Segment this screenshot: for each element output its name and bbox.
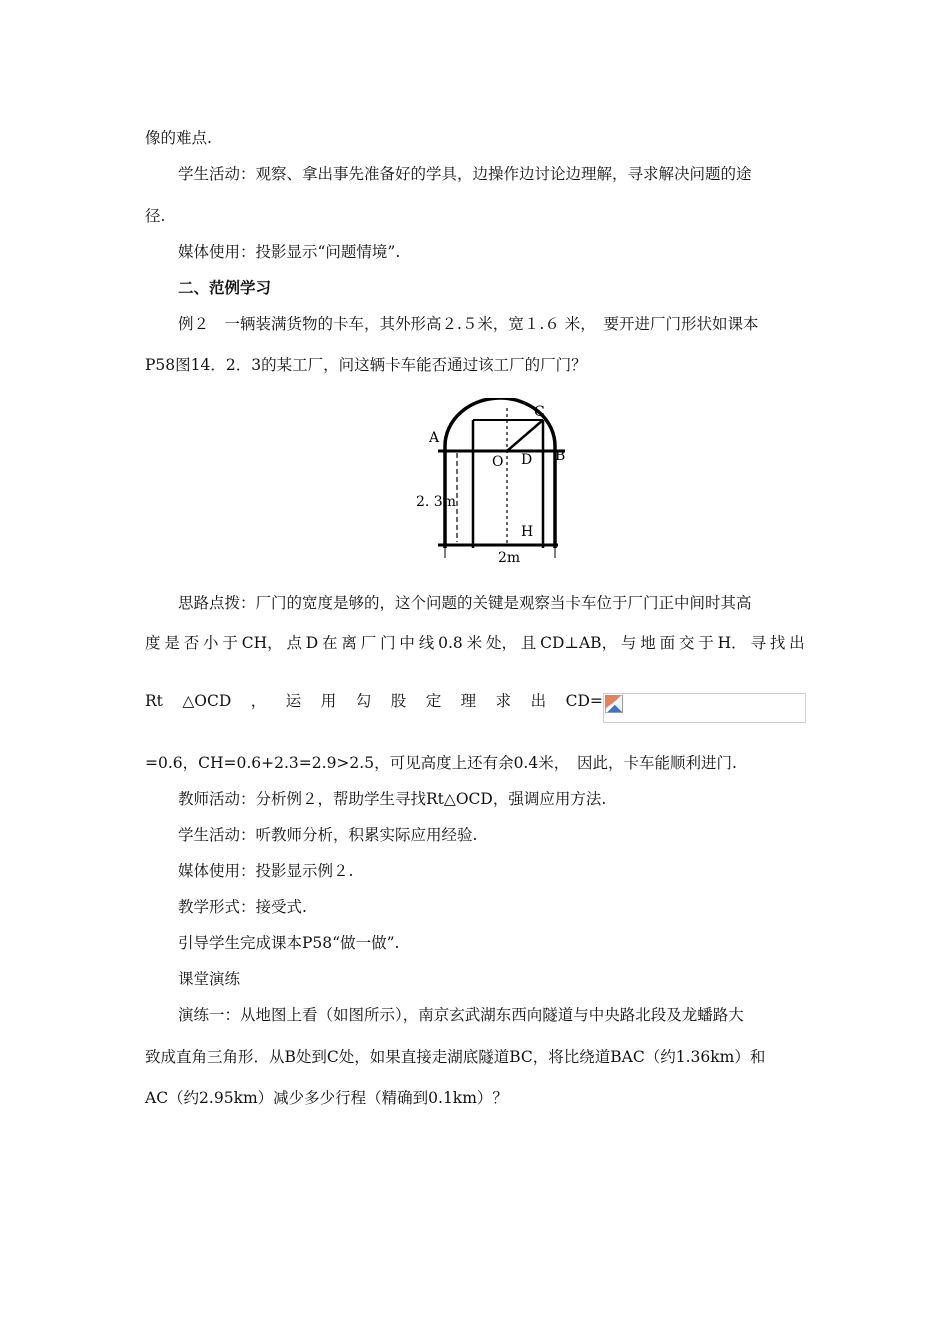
label-b: B <box>555 448 566 464</box>
word: 出 <box>789 634 805 652</box>
word: 勾 <box>355 692 372 710</box>
word: D <box>305 634 319 652</box>
text-line: AC（约2.95km）减少多少行程（精确到0.1km）？ <box>145 1089 508 1107</box>
word: CH， <box>241 634 283 652</box>
justified-line <box>145 633 805 653</box>
text-line: 思路点拨：厂门的宽度是够的，这个问题的关键是观察当卡车位于厂门正中间时其高 <box>178 594 752 612</box>
word: 且 <box>520 634 537 652</box>
word: 否 <box>183 634 200 652</box>
text-line: 教师活动：分析例２，帮助学生寻找Rt△OCD，强调应用方法. <box>178 790 607 808</box>
word: H． <box>717 634 747 652</box>
broken-image-icon <box>604 694 624 714</box>
word: 度 <box>145 634 161 652</box>
word: 小 <box>203 634 219 652</box>
word: 于 <box>222 634 238 652</box>
word: 寻 <box>750 634 766 652</box>
word: 中 <box>399 634 415 652</box>
text-line: 径. <box>145 207 166 225</box>
word: 线 <box>418 634 435 652</box>
word: 门 <box>380 634 396 652</box>
word: 是 <box>164 634 180 652</box>
word: CD⊥AB， <box>540 634 618 652</box>
word: 股 <box>390 692 407 710</box>
word: 求 <box>495 692 512 710</box>
text-line: 学生活动：观察、拿出事先准备好的学具，边操作边讨论边理解，寻求解决问题的途 <box>178 165 752 183</box>
text-line: 教学形式：接受式. <box>178 898 307 916</box>
justified-line <box>145 691 603 711</box>
section-heading: 二、范例学习 <box>178 279 272 297</box>
word: 处， <box>485 634 517 652</box>
word: 0.8 <box>438 634 463 652</box>
word: 与 <box>620 634 637 652</box>
word: 定 <box>425 692 442 710</box>
word: Rt <box>145 692 163 710</box>
word: 厂 <box>360 634 377 652</box>
gate-diagram <box>412 398 572 570</box>
word: CD= <box>565 692 603 710</box>
label-c: C <box>534 404 545 420</box>
word: 于 <box>698 634 714 652</box>
word: 用 <box>320 692 337 710</box>
word: 点 <box>286 634 302 652</box>
text-line: 学生活动：听教师分析，积累实际应用经验. <box>178 826 478 844</box>
word: 米 <box>466 634 483 652</box>
text-line: 例２ 一辆装满货物的卡车，其外形高２.５米，宽１.６ 米， 要开进厂门形状如课本 <box>178 315 759 333</box>
word: △OCD <box>182 692 232 710</box>
word: 运 <box>285 692 302 710</box>
word: 在 <box>322 634 338 652</box>
label-height: 2. 3m <box>416 494 456 510</box>
word: 交 <box>678 634 695 652</box>
word: 理 <box>460 692 477 710</box>
label-width: 2m <box>498 550 521 566</box>
label-d: D <box>521 452 533 468</box>
word: ， <box>250 692 267 710</box>
label-h: H <box>521 524 534 540</box>
word: 离 <box>341 634 357 652</box>
text-line: P58图14．2．3的某工厂，问这辆卡车能否通过该工厂的厂门？ <box>145 356 587 374</box>
formula-image-placeholder <box>603 693 806 723</box>
word: 找 <box>769 634 786 652</box>
label-a: A <box>429 430 440 446</box>
text-line: 媒体使用：投影显示“问题情境”. <box>178 243 401 261</box>
text-line: 像的难点. <box>145 129 212 147</box>
word: 出 <box>530 692 547 710</box>
text-line: =0.6，CH=0.6+2.3=2.9>2.5，可见高度上还有余0.4米， 因此，卡车能顺利进门. <box>145 754 737 772</box>
text-line: 引导学生完成课本P58“做一做”. <box>178 934 400 952</box>
text-line: 媒体使用：投影显示例２. <box>178 862 354 880</box>
text-line: 致成直角三角形．从B处到C处，如果直接走湖底隧道BC，将比绕道BAC（约1.36km）和 <box>145 1048 766 1066</box>
word: 面 <box>659 634 676 652</box>
text-line: 演练一：从地图上看（如图所示），南京玄武湖东西向隧道与中央路北段及龙蟠路大 <box>178 1006 744 1024</box>
label-o: O <box>492 454 504 470</box>
text-line: 课堂演练 <box>178 970 241 988</box>
word: 地 <box>640 634 656 652</box>
